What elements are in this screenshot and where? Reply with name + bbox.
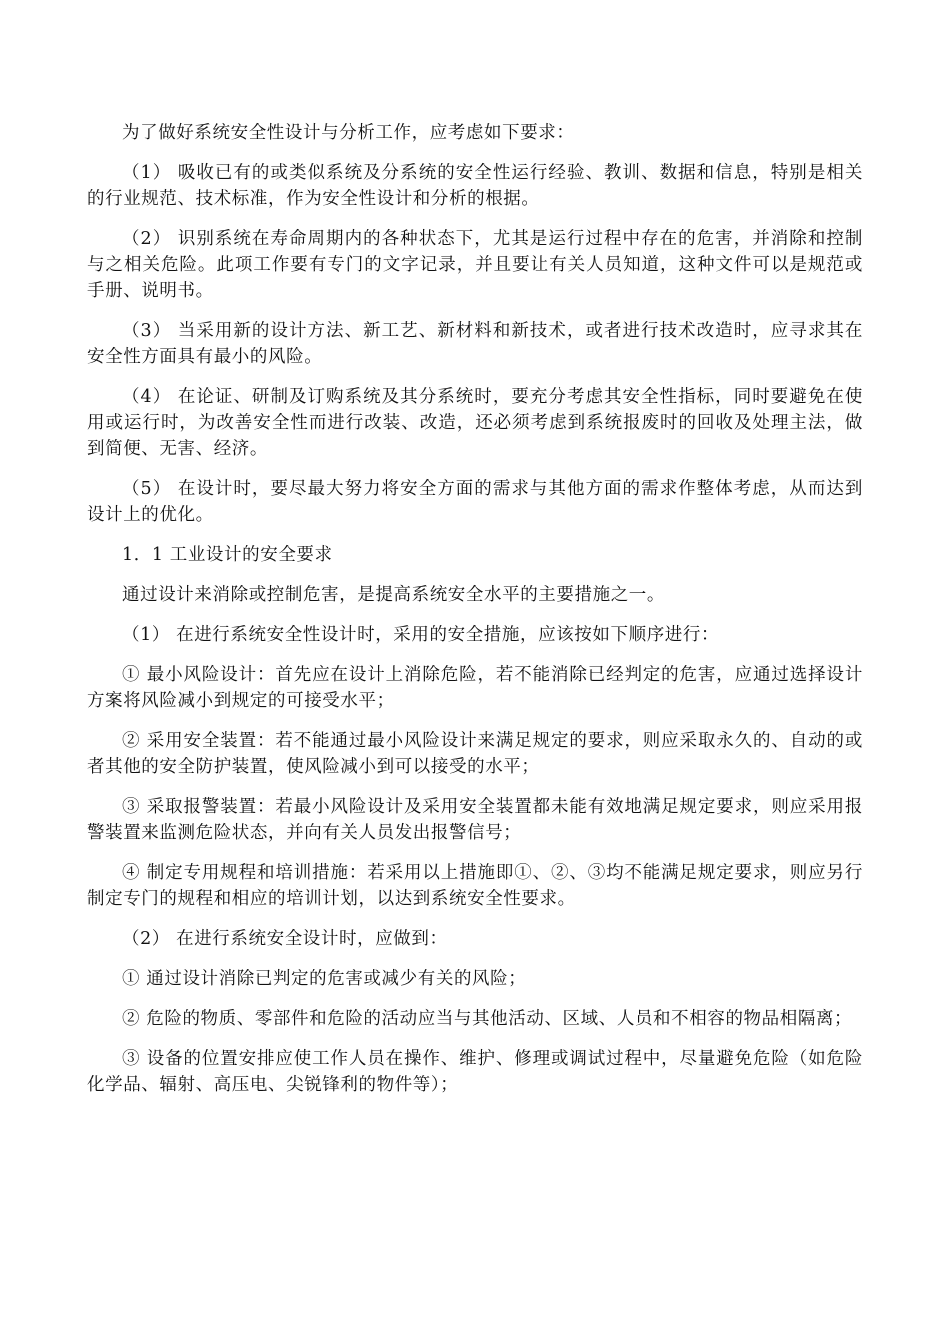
document-page [87,120,863,1112]
item2-point-2: ② 危险的物质、零部件和危险的活动应当与其他活动、区域、人员和不相容的物品相隔离； [122,1009,853,1029]
requirement-1: （1） 吸收已有的或类似系统及分系统的安全性运行经验、教训、数据和信息，特别是相关的行业规范、技术标准，作为安全性设计和分析的根据。 [87,163,863,209]
requirement-2: （2） 识别系统在寿命周期内的各种状态下，尤其是运行过程中存在的危害，并消除和控制与之相关危险。此项工作要有专门的文字记录，并且要让有关人员知道，这种文件可以是规范或手册、说明书。 [87,229,863,301]
item1-point-2: ② 采用安全装置：若不能通过最小风险设计来满足规定的要求，则应采取永久的、自动的或者其他的安全防护装置，使风险减小到可以接受的水平； [87,731,863,777]
requirement-5: （5） 在设计时，要尽最大努力将安全方面的需求与其他方面的需求作整体考虑，从而达到设计上的优化。 [87,479,863,525]
intro-paragraph: 为了做好系统安全性设计与分析工作，应考虑如下要求： [122,123,575,143]
requirement-4: （4） 在论证、研制及订购系统及其分系统时，要充分考虑其安全性指标，同时要避免在使用或运行时，为改善安全性而进行改装、改造，还必须考虑到系统报废时的回收及处理主法，做到简便、无害、经济。 [87,387,863,459]
item2-title: （2） 在进行系统安全设计时，应做到： [122,929,448,949]
item1-point-1: ① 最小风险设计：首先应在设计上消除危险，若不能消除已经判定的危害，应通过选择设计方案将风险减小到规定的可接受水平； [87,665,863,711]
item2-point-1: ① 通过设计消除已判定的危害或减少有关的风险； [122,969,527,989]
item1-point-3: ③ 采取报警装置：若最小风险设计及采用安全装置都未能有效地满足规定要求，则应采用报警装置来监测危险状态，并向有关人员发出报警信号； [87,797,863,843]
requirement-3: （3） 当采用新的设计方法、新工艺、新材料和新技术，或者进行技术改造时，应寻求其在安全性方面具有最小的风险。 [87,321,863,367]
item1-point-4: ④ 制定专用规程和培训措施：若采用以上措施即①、②、③均不能满足规定要求，则应另行制定专门的规程和相应的培训计划，以达到系统安全性要求。 [87,863,863,909]
section-intro: 通过设计来消除或控制危害，是提高系统安全水平的主要措施之一。 [122,585,665,605]
item1-title: （1） 在进行系统安全性设计时，采用的安全措施，应该按如下顺序进行： [122,625,720,645]
section-heading: 1．1 工业设计的安全要求 [122,545,333,565]
item2-point-3: ③ 设备的位置安排应使工作人员在操作、维护、修理或调试过程中，尽量避免危险（如危险化学品、辐射、高压电、尖锐锋利的物件等）； [87,1049,863,1095]
